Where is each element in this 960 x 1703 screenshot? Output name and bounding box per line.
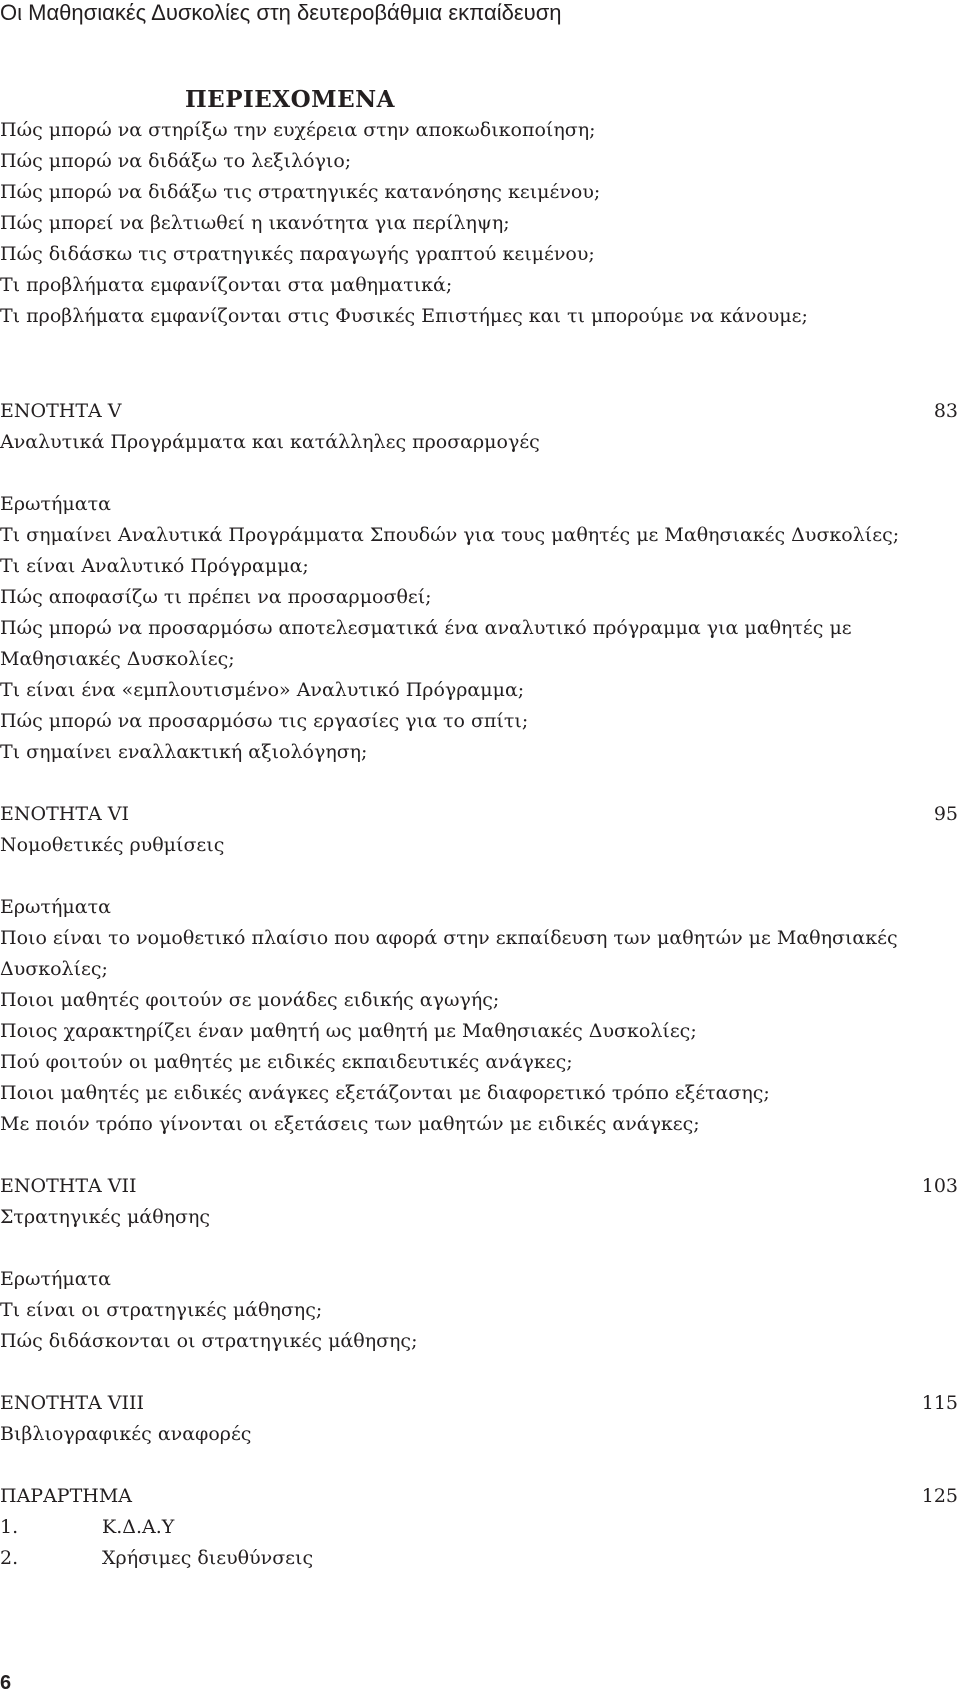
toc-question: Ποιο είναι το νομοθετικό πλαίσιο που αφορά στην εκπαίδευση των μαθητών με Μαθησιακές Δυσκολίες;	[0, 927, 898, 980]
toc-question: Τι είναι οι στρατηγικές μάθησης;	[0, 1299, 323, 1321]
toc-question: Ποιοι μαθητές φοιτούν σε μονάδες ειδικής αγωγής;	[0, 989, 500, 1011]
section-heading-viii	[0, 1388, 958, 1419]
toc-question: Πώς μπορεί να βελτιωθεί η ικανότητα για περίληψη;	[0, 212, 510, 234]
section-page-number: 95	[933, 803, 958, 825]
toc-heading: ΠΕΡΙΕΧΟΜΕΝΑ	[184, 86, 396, 113]
toc-question: Πού φοιτούν οι μαθητές με ειδικές εκπαιδευτικές ανάγκες;	[0, 1051, 573, 1073]
toc-question: Πώς μπορώ να διδάξω τις στρατηγικές κατανόησης κειμένου;	[0, 181, 601, 203]
section-subtitle: Νομοθετικές ρυθμίσεις	[0, 834, 225, 856]
toc-question: Πώς διδάσκω τις στρατηγικές παραγωγής γραπτού κειμένου;	[0, 243, 595, 265]
section-label: ΕΝΟΤΗΤΑ VIII	[0, 1392, 144, 1414]
section-subtitle: Βιβλιογραφικές αναφορές	[0, 1423, 252, 1445]
section-label: ΕΝΟΤΗΤΑ VII	[0, 1175, 137, 1197]
appendix-item-text: Χρήσιμες διευθύνσεις	[102, 1547, 314, 1569]
toc-question: Πώς μπορώ να προσαρμόσω τις εργασίες για το σπίτι;	[0, 710, 529, 732]
appendix-item	[0, 1512, 958, 1543]
toc-question: Πώς μπορώ να προσαρμόσω αποτελεσματικά ένα αναλυτικό πρόγραμμα για μαθητές με Μαθησιακές Δυσκολίες;	[0, 617, 852, 670]
questions-label: Ερωτήματα	[0, 493, 111, 515]
questions-label: Ερωτήματα	[0, 1268, 111, 1290]
toc-question: Ποιοι μαθητές με ειδικές ανάγκες εξετάζονται με διαφορετικό τρόπο εξέτασης;	[0, 1082, 770, 1104]
toc-question: Πώς μπορώ να στηρίξω την ευχέρεια στην αποκωδικοποίηση;	[0, 119, 596, 141]
toc-content	[0, 115, 958, 1574]
section-page-number: 115	[921, 1392, 958, 1414]
questions-label: Ερωτήματα	[0, 896, 111, 918]
running-header: Οι Μαθησιακές Δυσκολίες στη δευτεροβάθμια εκπαίδευση	[0, 0, 562, 25]
toc-question: Τι προβλήματα εμφανίζονται στις Φυσικές Επιστήμες και τι μπορούμε να κάνουμε;	[0, 305, 808, 327]
page-number: 6	[0, 1672, 12, 1694]
toc-question: Τι σημαίνει Αναλυτικά Προγράμματα Σπουδών για τους μαθητές με Μαθησιακές Δυσκολίες;	[0, 524, 900, 546]
section-heading-vii	[0, 1171, 958, 1202]
section-page-number: 83	[933, 400, 958, 422]
section-subtitle: Αναλυτικά Προγράμματα και κατάλληλες προσαρμογές	[0, 431, 540, 453]
toc-question: Πώς αποφασίζω τι πρέπει να προσαρμοσθεί;	[0, 586, 432, 608]
appendix-item-text: Κ.Δ.Α.Υ	[102, 1516, 175, 1538]
toc-question: Τι προβλήματα εμφανίζονται στα μαθηματικά;	[0, 274, 453, 296]
appendix-label: ΠΑΡΑΡΤΗΜΑ	[0, 1485, 132, 1507]
toc-question: Πώς μπορώ να διδάξω το λεξιλόγιο;	[0, 150, 352, 172]
section-heading-v	[0, 396, 958, 427]
toc-question: Με ποιόν τρόπο γίνονται οι εξετάσεις των μαθητών με ειδικές ανάγκες;	[0, 1113, 700, 1135]
section-label: ΕΝΟΤΗΤΑ VI	[0, 803, 129, 825]
toc-question: Ποιος χαρακτηρίζει έναν μαθητή ως μαθητή με Μαθησιακές Δυσκολίες;	[0, 1020, 697, 1042]
toc-question: Τι σημαίνει εναλλακτική αξιολόγηση;	[0, 741, 368, 763]
section-label: ΕΝΟΤΗΤΑ V	[0, 400, 122, 422]
appendix-item-number: 1.	[0, 1516, 19, 1538]
appendix-page-number: 125	[921, 1485, 958, 1507]
appendix-heading	[0, 1481, 958, 1512]
toc-question: Πώς διδάσκονται οι στρατηγικές μάθησης;	[0, 1330, 418, 1352]
section-heading-vi	[0, 799, 958, 830]
toc-question: Τι είναι ένα «εμπλουτισμένο» Αναλυτικό Πρόγραμμα;	[0, 679, 525, 701]
section-page-number: 103	[921, 1175, 958, 1197]
appendix-item	[0, 1543, 958, 1574]
section-subtitle: Στρατηγικές μάθησης	[0, 1206, 211, 1228]
appendix-item-number: 2.	[0, 1547, 19, 1569]
toc-question: Τι είναι Αναλυτικό Πρόγραμμα;	[0, 555, 309, 577]
